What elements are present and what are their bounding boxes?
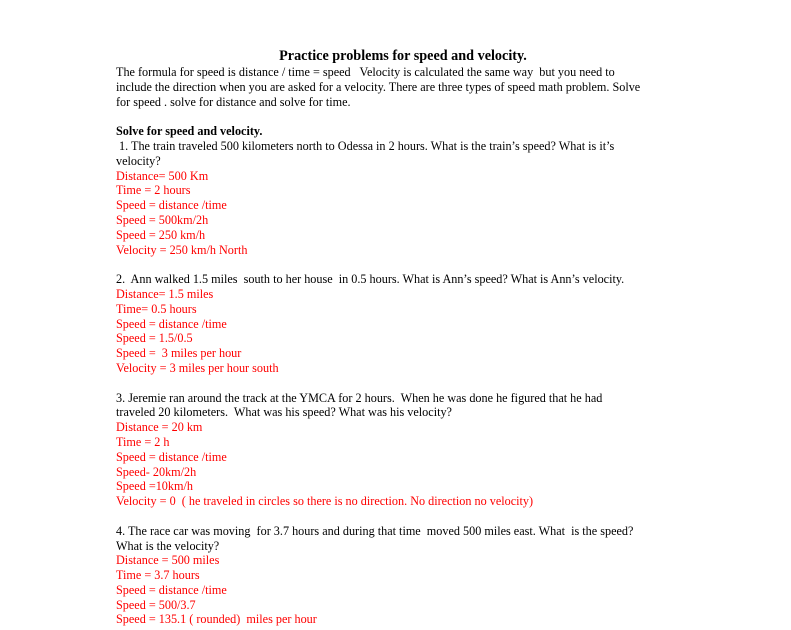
answer-line: Speed = 250 km/h — [116, 227, 206, 242]
answer-line: Speed = distance /time — [116, 316, 227, 331]
spacer — [116, 376, 676, 391]
answer-line: Speed = distance /time — [116, 198, 227, 213]
answer-line: Speed = 135.1 ( rounded) miles per hour — [116, 612, 317, 627]
problem-3 — [116, 391, 676, 509]
question-line: traveled 20 kilometers. What was his speed? What was his velocity? — [116, 405, 452, 420]
answer-line: Speed = distance /time — [116, 449, 227, 464]
intro-line: include the direction when you are asked for a velocity. There are three types of speed math problem. Solve — [116, 79, 641, 94]
document-page — [116, 47, 676, 627]
answer-line: Distance= 500 Km — [116, 168, 209, 183]
answer-line: Velocity = 0 ( he traveled in circles so there is no direction. No direction no velocity) — [116, 494, 534, 509]
question-line: What is the velocity? — [116, 538, 220, 553]
answer-line: Time = 2 hours — [116, 183, 191, 198]
answer-line: Time= 0.5 hours — [116, 301, 197, 316]
question-line: 3. Jeremie ran around the track at the YMCA for 2 hours. When he was done he figured that he had — [116, 390, 603, 405]
problem-4 — [116, 524, 676, 628]
section-heading: Solve for speed and velocity. — [116, 124, 263, 139]
spacer — [116, 257, 676, 272]
question-line: 1. The train traveled 500 kilometers north to Odessa in 2 hours. What is the train’s speed? What is it’s — [116, 138, 615, 153]
answer-line: Speed =10km/h — [116, 479, 193, 494]
answer-line: Speed = 3 miles per hour — [116, 346, 242, 361]
answer-line: Distance = 500 miles — [116, 553, 220, 568]
answer-line: Speed = distance /time — [116, 582, 227, 597]
intro-line: for speed . solve for distance and solve for time. — [116, 94, 351, 109]
spacer — [116, 509, 676, 524]
answer-line: Velocity = 250 km/h North — [116, 242, 248, 257]
answer-line: Velocity = 3 miles per hour south — [116, 360, 279, 375]
intro-paragraph — [116, 65, 676, 109]
question-line: 2. Ann walked 1.5 miles south to her house in 0.5 hours. What is Ann’s speed? What is Ann’s velocity. — [116, 272, 625, 287]
answer-line: Distance = 20 km — [116, 420, 203, 435]
document-title: Practice problems for speed and velocity. — [279, 48, 527, 64]
question-line: 4. The race car was moving for 3.7 hours and during that time moved 500 miles east. What is the speed? — [116, 523, 634, 538]
question-line: velocity? — [116, 153, 161, 168]
answer-line: Speed = 500/3.7 — [116, 597, 196, 612]
intro-line: The formula for speed is distance / time = speed Velocity is calculated the same way but you need to — [116, 65, 615, 79]
answer-line: Speed = 1.5/0.5 — [116, 331, 193, 346]
answer-line: Speed- 20km/2h — [116, 464, 197, 479]
answer-line: Time = 3.7 hours — [116, 568, 200, 583]
problem-1 — [116, 139, 676, 257]
answer-line: Time = 2 h — [116, 434, 170, 449]
answer-line: Distance= 1.5 miles — [116, 286, 214, 301]
spacer — [116, 109, 676, 124]
answer-line: Speed = 500km/2h — [116, 212, 209, 227]
problem-2 — [116, 272, 676, 376]
